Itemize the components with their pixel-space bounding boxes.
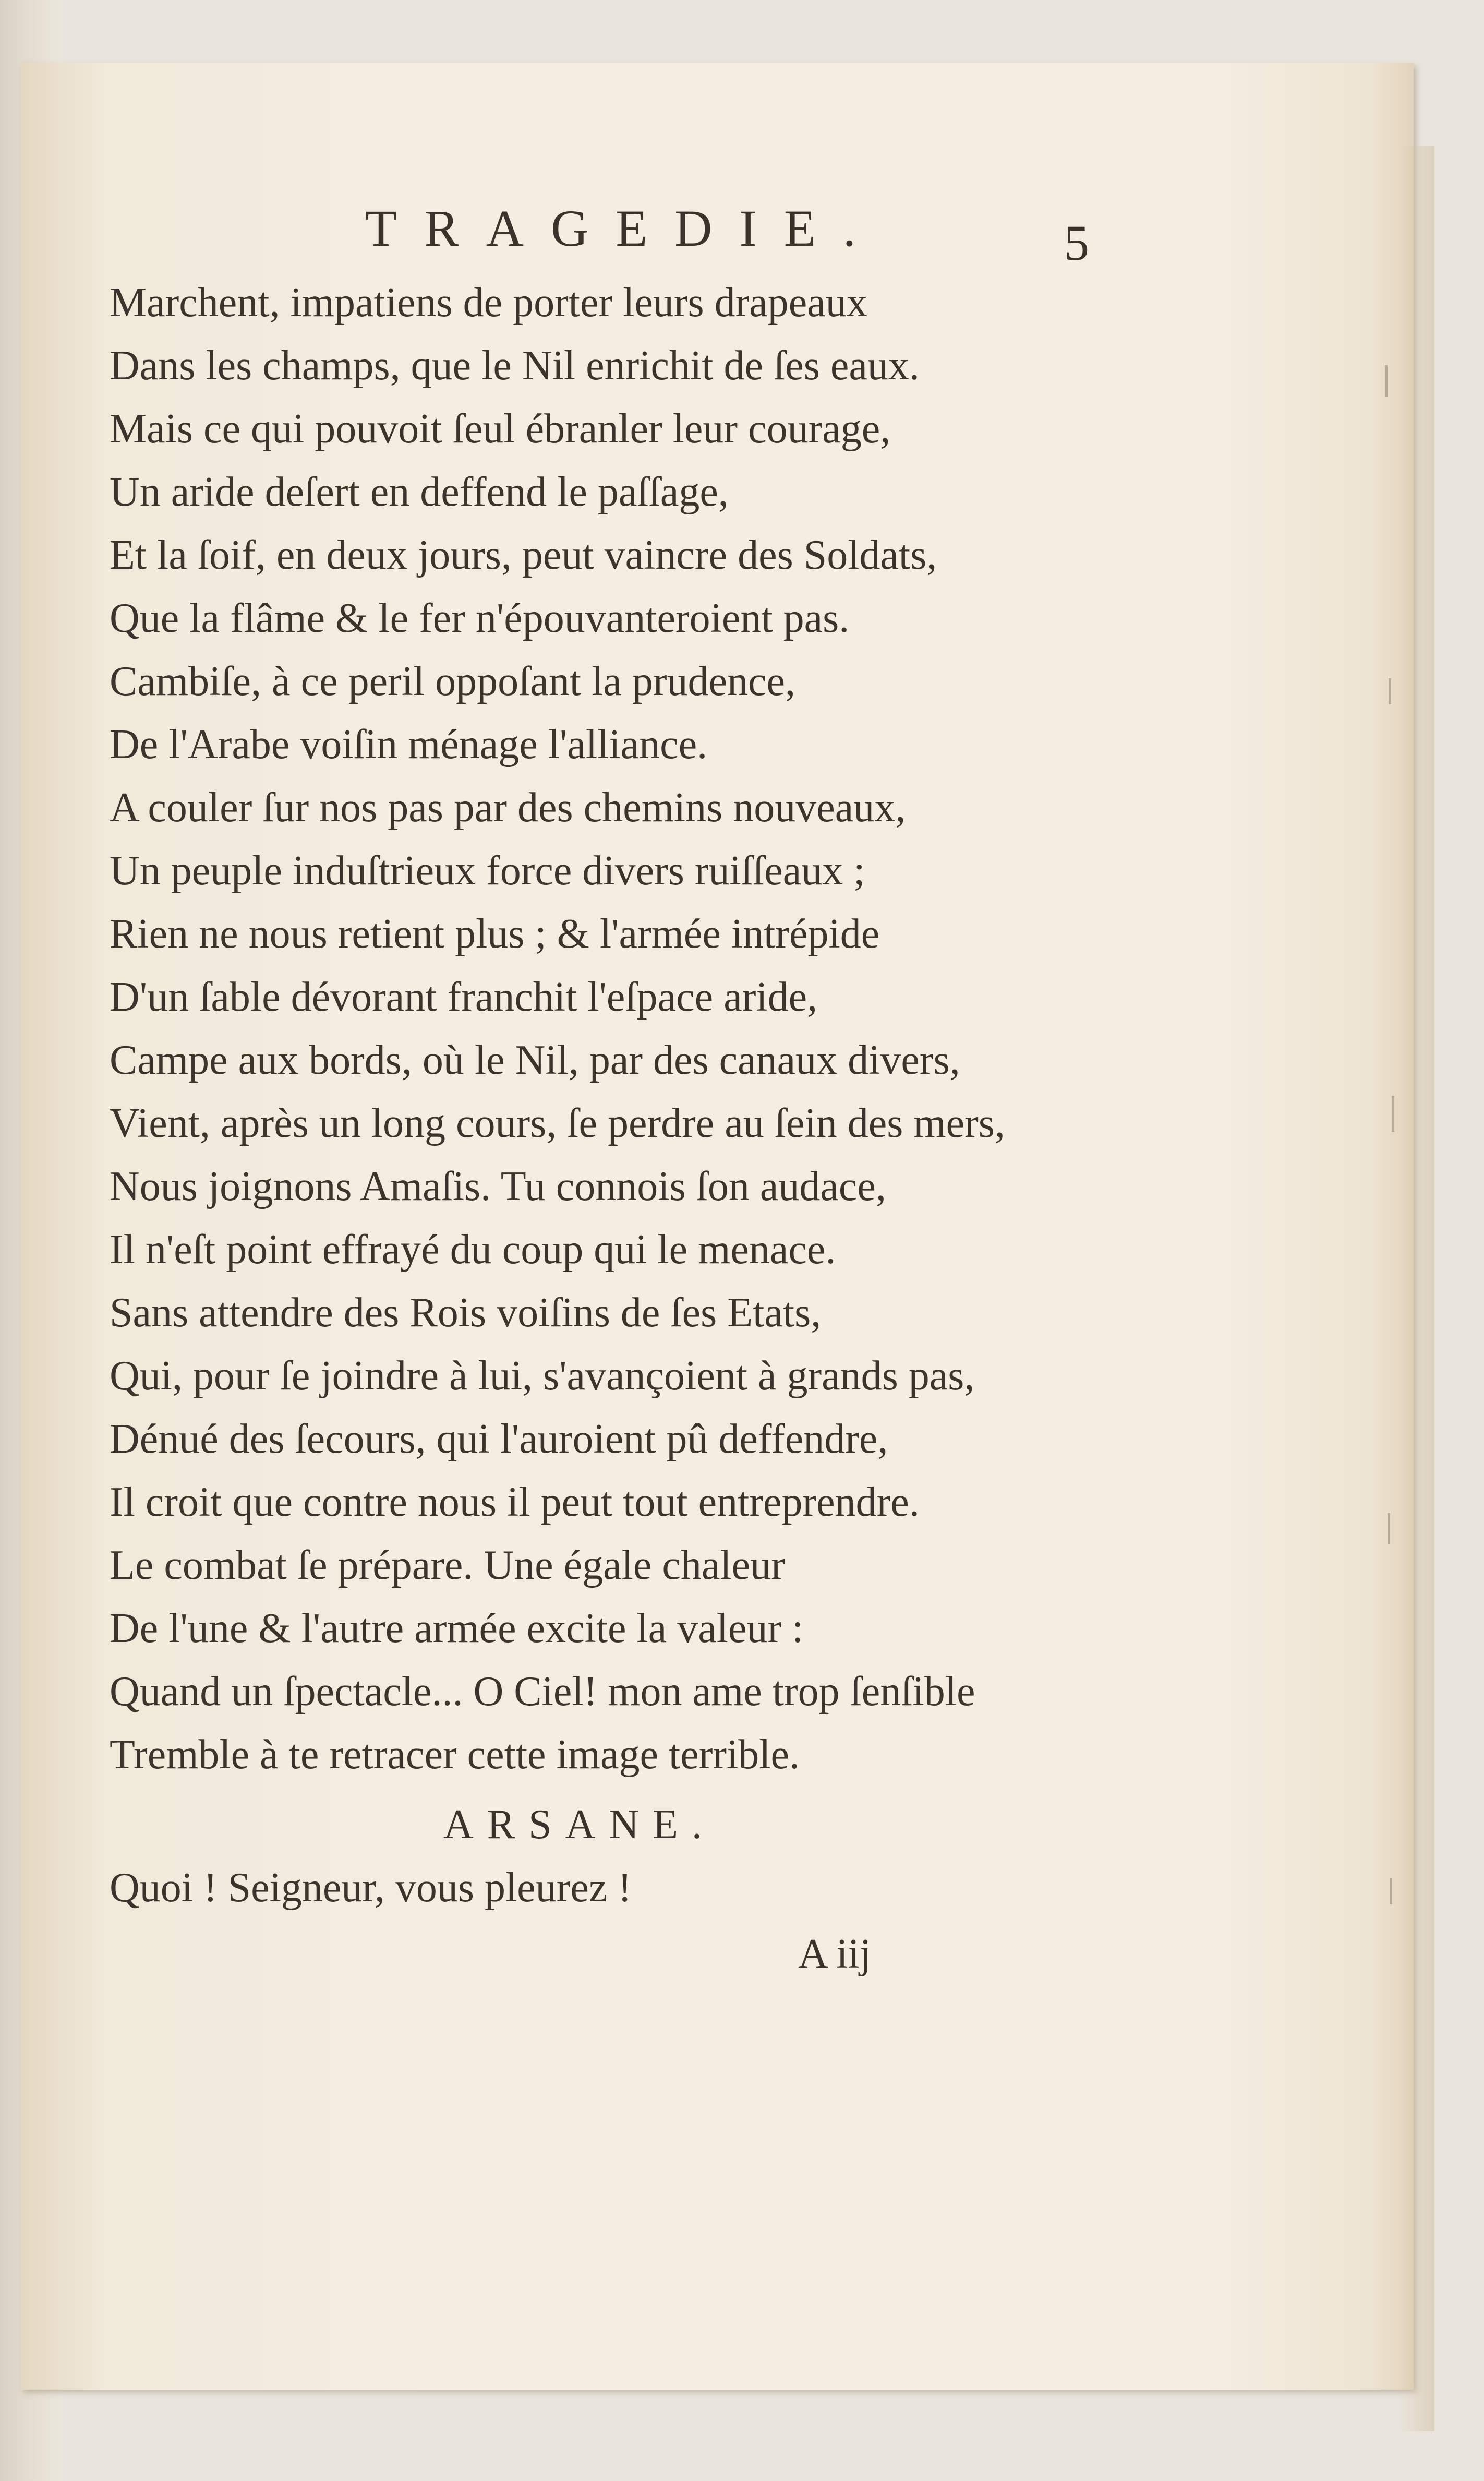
verse-line: Et la ſoif, en deux jours, peut vaincre des Soldats, (110, 532, 937, 578)
verse-line: Sans attendre des Rois voiſins de ſes Etats, (110, 1290, 822, 1336)
signature-mark: A iij (798, 1931, 872, 1977)
verse-line: Dans les champs, que le Nil enrichit de ſes eaux. (110, 343, 920, 389)
verse-line: D'un ſable dévorant franchit l'eſpace aride, (110, 974, 818, 1020)
verse-line: De l'une & l'autre armée excite la valeur : (110, 1605, 804, 1651)
verse-line: Il n'eſt point effrayé du coup qui le menace. (110, 1227, 836, 1273)
speaker-reply: Quoi ! Seigneur, vous pleurez ! (110, 1865, 632, 1911)
verse-line: Que la flâme & le fer n'épouvanteroient pas. (110, 595, 850, 641)
page-number: 5 (1064, 215, 1089, 271)
edge-mark (1392, 1096, 1394, 1132)
verse-line: A couler ſur nos pas par des chemins nouveaux, (110, 785, 906, 831)
verse-block (110, 271, 1153, 1787)
verse-line: Tremble à te retracer cette image terrible. (110, 1732, 800, 1778)
edge-mark (1389, 678, 1391, 704)
verse-line: Un peuple induſtrieux force divers ruiſſeaux ; (110, 848, 865, 894)
edge-mark (1390, 1878, 1392, 1904)
verse-line: Dénué des ſecours, qui l'auroient pû deffendre, (110, 1416, 888, 1462)
page-edge-shadow (1398, 146, 1434, 2431)
edge-mark (1388, 1513, 1390, 1544)
verse-line: Marchent, impatiens de porter leurs drapeaux (110, 280, 867, 326)
verse-line: Quand un ſpectacle... O Ciel! mon ame trop ſenſible (110, 1669, 975, 1715)
edge-mark (1385, 365, 1388, 397)
running-head: TRAGEDIE. (365, 199, 883, 257)
verse-line: Le combat ſe prépare. Une égale chaleur (110, 1542, 785, 1588)
verse-line: Mais ce qui pouvoit ſeul ébranler leur courage, (110, 406, 891, 452)
verse-line: Qui, pour ſe joindre à lui, s'avançoient à grands pas, (110, 1353, 975, 1399)
verse-line: Vient, après un long cours, ſe perdre au ſein des mers, (110, 1100, 1005, 1146)
verse-line: De l'Arabe voiſin ménage l'alliance. (110, 722, 708, 768)
verse-line: Cambiſe, à ce peril oppoſant la prudence, (110, 658, 796, 704)
speaker-name: ARSANE. (443, 1802, 716, 1848)
verse-line: Nous joignons Amaſis. Tu connois ſon audace, (110, 1164, 886, 1209)
verse-line: Il croit que contre nous il peut tout entreprendre. (110, 1479, 920, 1525)
verse-line: Un aride deſert en deffend le paſſage, (110, 469, 729, 515)
verse-line: Rien ne nous retient plus ; & l'armée intrépide (110, 911, 880, 957)
verse-line: Campe aux bords, où le Nil, par des canaux divers, (110, 1037, 960, 1083)
